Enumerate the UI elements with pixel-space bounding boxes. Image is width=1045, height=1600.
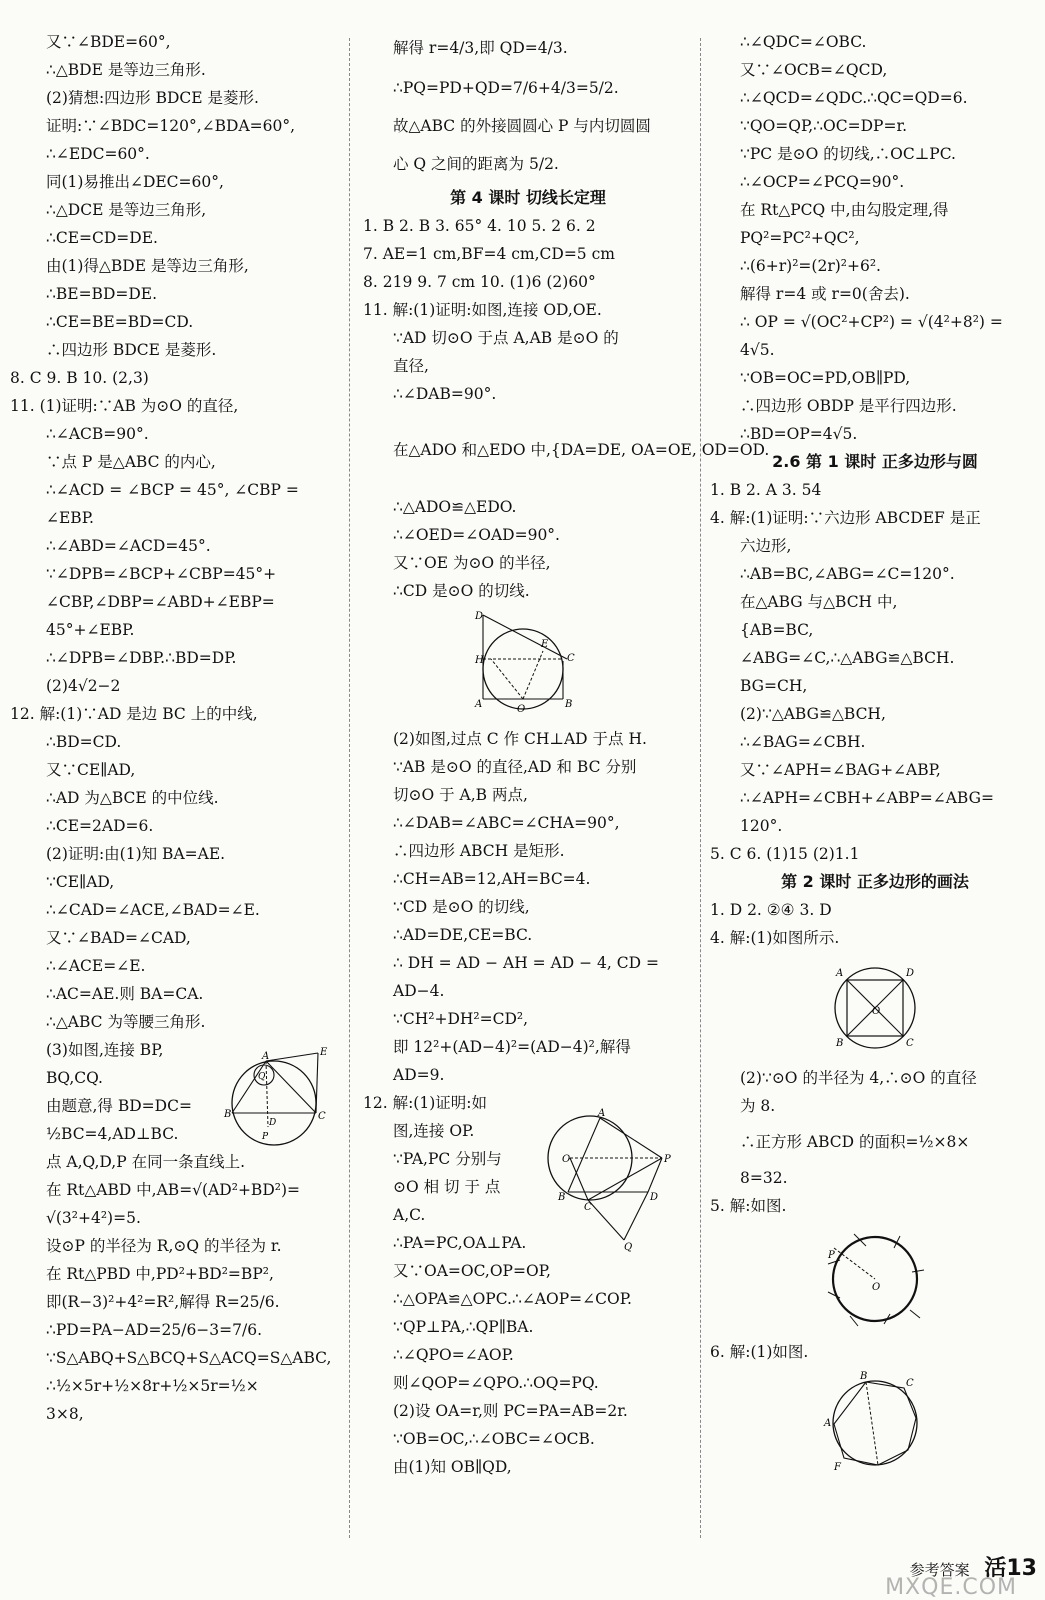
text-line: ∴∠ACD = ∠BCP = 45°, ∠CBP = <box>46 481 299 499</box>
text-line: 4. 解:(1)证明:∵六边形 ABCDEF 是正 <box>710 509 981 527</box>
geometry-figure-circle-construction <box>820 1224 930 1334</box>
text-line: ∠CBP,∠DBP=∠ABD+∠EBP= <box>46 593 275 611</box>
text-line: 又∵OA=OC,OP=OP, <box>393 1262 551 1280</box>
text-line: (3)如图,连接 BP, <box>46 1041 164 1059</box>
text-line: ∴AD 为△BCE 的中位线. <box>46 789 219 807</box>
text-line: (2)∵△ABG≌△BCH, <box>740 705 886 723</box>
text-line: ∴BE=BD=DE. <box>46 285 158 303</box>
svg-text:C: C <box>567 653 575 664</box>
text-line: 7. AE=1 cm,BF=4 cm,CD=5 cm <box>363 245 615 263</box>
text-line: 直径, <box>393 357 429 375</box>
text-line: 在 Rt△PBD 中,PD²+BD²=BP², <box>46 1265 274 1283</box>
text-line: 又∵∠OCB=∠QCD, <box>740 61 888 79</box>
text-line: ∴∠ABD=∠ACD=45°. <box>46 537 211 555</box>
text-line: 又∵CE∥AD, <box>46 761 136 779</box>
text-line: ∵S△ABQ+S△BCQ+S△ACQ=S△ABC, <box>46 1349 332 1367</box>
text-line: 证明:∵∠BDC=120°,∠BDA=60°, <box>46 117 296 135</box>
section-heading-drawing-polygons: 第 2 课时 正多边形的画法 <box>781 872 969 891</box>
svg-text:E: E <box>541 639 549 650</box>
text-line: ∴∠QCD=∠QDC.∴QC=QD=6. <box>740 89 968 107</box>
text-line: 8. 219 9. 7 cm 10. (1)6 (2)60° <box>363 273 596 291</box>
text-line: ∴PD=PA−AD=25/6−3=7/6. <box>46 1321 263 1339</box>
text-line: ∵PA,PC 分别与 <box>393 1150 502 1168</box>
text-line: ∴AB=BC,∠ABG=∠C=120°. <box>740 565 955 583</box>
text-line: ∴四边形 BDCE 是菱形. <box>46 341 217 359</box>
text-line: 又∵OE 为⊙O 的半径, <box>393 554 551 572</box>
text-line: 解得 r=4/3,即 QD=4/3. <box>393 39 568 57</box>
text-line: ∴AC=AE.则 BA=CA. <box>46 985 204 1003</box>
text-line: 由(1)得△BDE 是等边三角形, <box>46 257 249 275</box>
svg-text:O: O <box>517 704 526 715</box>
svg-text:P: P <box>828 1250 835 1261</box>
text-line: ∴BD=OP=4√5. <box>740 425 858 443</box>
text-line: 8=32. <box>740 1169 788 1187</box>
text-line: 11. 解:(1)证明:如图,连接 OD,OE. <box>363 301 602 319</box>
text-line: 4. 解:(1)如图所示. <box>710 929 840 947</box>
text-line: 由(1)知 OB∥QD, <box>393 1458 512 1476</box>
text-line: 设⊙P 的半径为 R,⊙Q 的半径为 r. <box>46 1237 282 1255</box>
text-line: ∴CE=CD=DE. <box>46 229 158 247</box>
text-line: AD=9. <box>393 1066 445 1084</box>
text-line: 1. D 2. ②④ 3. D <box>710 901 832 919</box>
text-line: ∴(6+r)²=(2r)²+6². <box>740 257 881 275</box>
text-line: (2)如图,过点 C 作 CH⊥AD 于点 H. <box>393 730 647 748</box>
text-line: {AB=BC, <box>740 621 814 639</box>
text-line: ∴四边形 ABCH 是矩形. <box>393 842 565 860</box>
svg-text:H: H <box>475 655 484 666</box>
text-line: (2)∵⊙O 的半径为 4,∴⊙O 的直径 <box>740 1069 977 1087</box>
svg-text:O: O <box>562 1154 571 1165</box>
svg-text:B: B <box>565 699 573 710</box>
text-line: 1. B 2. B 3. 65° 4. 10 5. 2 6. 2 <box>363 217 596 235</box>
text-line: 1. B 2. A 3. 54 <box>710 481 822 499</box>
section-heading-tangent-length: 第 4 课时 切线长定理 <box>450 188 606 207</box>
text-line: ∵AB 是⊙O 的直径,AD 和 BC 分别 <box>393 758 637 776</box>
text-line: (2)设 OA=r,则 PC=PA=AB=2r. <box>393 1402 628 1420</box>
text-line: 即 12²+(AD−4)²=(AD−4)²,解得 <box>393 1038 631 1056</box>
geometry-figure-tangent-circle <box>473 609 583 721</box>
text-line: (2)证明:由(1)知 BA=AE. <box>46 845 226 863</box>
geometry-figure-inscribed-square <box>820 958 930 1058</box>
text-line: ∠ABG=∠C,∴△ABG≌△BCH. <box>740 649 955 667</box>
text-line: ∴CD 是⊙O 的切线. <box>393 582 530 600</box>
svg-text:B: B <box>224 1109 232 1120</box>
text-line: √(3²+4²)=5. <box>46 1209 141 1227</box>
text-line: BQ,CQ. <box>46 1069 103 1087</box>
text-line: 45°+∠EBP. <box>46 621 135 639</box>
text-line: ∴∠DAB=90°. <box>393 385 497 403</box>
text-line: ∵CH²+DH²=CD², <box>393 1010 529 1028</box>
text-line: 则∠QOP=∠QPO.∴OQ=PQ. <box>393 1374 599 1392</box>
text-line: ∴PA=PC,OA⊥PA. <box>393 1234 527 1252</box>
text-line: ∴∠ACB=90°. <box>46 425 149 443</box>
text-line: 在△ADO 和△EDO 中,{DA=DE, OA=OE, OD=OD. <box>393 441 770 459</box>
answer-column-3 <box>710 28 1040 1478</box>
text-line: (2)4√2−2 <box>46 677 121 695</box>
text-line: ∴△DCE 是等边三角形, <box>46 201 207 219</box>
text-line: ∵QP⊥PA,∴QP∥BA. <box>393 1318 534 1336</box>
text-line: 六边形, <box>740 537 792 555</box>
svg-text:C: C <box>318 1111 326 1122</box>
column-divider-2 <box>700 38 701 1538</box>
svg-text:A: A <box>836 968 844 979</box>
text-line: ∵QO=QP,∴OC=DP=r. <box>740 117 908 135</box>
svg-text:D: D <box>269 1118 277 1128</box>
text-line: 又∵∠BDE=60°, <box>46 33 171 51</box>
text-line: 又∵∠APH=∠BAG+∠ABP, <box>740 761 941 779</box>
text-line: ∴CE=BE=BD=CD. <box>46 313 194 331</box>
text-line: ∴∠OED=∠OAD=90°. <box>393 526 560 544</box>
text-line: ∵AD 切⊙O 于点 A,AB 是⊙O 的 <box>393 329 619 347</box>
text-line: ∴正方形 ABCD 的面积=½×8× <box>740 1133 970 1151</box>
text-line: 为 8. <box>740 1097 776 1115</box>
svg-text:A: A <box>824 1418 832 1429</box>
text-line: 5. C 6. (1)15 (2)1.1 <box>710 845 860 863</box>
text-line: ∴∠EDC=60°. <box>46 145 150 163</box>
text-line: 在 Rt△ABD 中,AB=√(AD²+BD²)= <box>46 1181 300 1199</box>
text-line: ∴PQ=PD+QD=7/6+4/3=5/2. <box>393 79 619 97</box>
text-line: ∴∠OCP=∠PCQ=90°. <box>740 173 905 191</box>
text-line: ∵CD 是⊙O 的切线, <box>393 898 530 916</box>
text-line: ∴∠BAG=∠CBH. <box>740 733 866 751</box>
svg-text:E: E <box>320 1047 328 1058</box>
text-line: ∴AD=DE,CE=BC. <box>393 926 533 944</box>
text-line: ∴∠APH=∠CBH+∠ABP=∠ABG= <box>740 789 994 807</box>
text-line: 在 Rt△PCQ 中,由勾股定理,得 <box>740 201 949 219</box>
text-line: ∵PC 是⊙O 的切线,∴OC⊥PC. <box>740 145 956 163</box>
page-number: 活13 <box>984 1556 1037 1581</box>
text-line: ⊙O 相 切 于 点 <box>393 1178 501 1196</box>
text-line: 5. 解:如图. <box>710 1197 787 1215</box>
text-line: ∴CE=2AD=6. <box>46 817 154 835</box>
text-line: ½BC=4,AD⊥BC. <box>46 1125 179 1143</box>
svg-text:F: F <box>834 1462 841 1473</box>
svg-text:B: B <box>558 1192 566 1203</box>
text-line: ∵OB=OC,∴∠OBC=∠OCB. <box>393 1430 595 1448</box>
text-line: A,C. <box>393 1206 426 1224</box>
text-line: 12. 解:(1)证明:如 <box>363 1094 487 1112</box>
text-line: 8. C 9. B 10. (2,3) <box>10 369 149 387</box>
svg-text:P: P <box>664 1154 671 1165</box>
text-line: ∴∠QPO=∠AOP. <box>393 1346 514 1364</box>
text-line: 4√5. <box>740 341 775 359</box>
column-divider-1 <box>349 38 350 1538</box>
text-line: ∴ DH = AD − AH = AD − 4, CD = <box>393 954 659 972</box>
text-line: ∵CE∥AD, <box>46 873 115 891</box>
section-heading-regular-polygon: 2.6 第 1 课时 正多边形与圆 <box>772 452 978 471</box>
text-line: 即(R−3)²+4²=R²,解得 R=25/6. <box>46 1293 280 1311</box>
svg-text:Q: Q <box>258 1072 266 1082</box>
text-line: ∴∠ACE=∠E. <box>46 957 146 975</box>
svg-text:O: O <box>872 1282 881 1293</box>
answer-column-1 <box>10 28 340 1428</box>
svg-text:C: C <box>906 1378 914 1389</box>
text-line: 11. (1)证明:∵AB 为⊙O 的直径, <box>10 397 239 415</box>
text-line: 又∵∠BAD=∠CAD, <box>46 929 191 947</box>
text-line: ∴四边形 OBDP 是平行四边形. <box>740 397 957 415</box>
svg-text:B: B <box>836 1038 844 1049</box>
footer-label: 参考答案 <box>909 1561 970 1579</box>
text-line: ∴∠QDC=∠OBC. <box>740 33 867 51</box>
text-line: ∴∠DPB=∠DBP.∴BD=DP. <box>46 649 237 667</box>
geometry-figure-incircle <box>222 1045 340 1145</box>
text-line: ∴△OPA≌△OPC.∴∠AOP=∠COP. <box>393 1290 632 1308</box>
text-line: 解得 r=4 或 r=0(舍去). <box>740 285 910 303</box>
text-line: 图,连接 OP. <box>393 1122 475 1140</box>
text-line: ∴∠DAB=∠ABC=∠CHA=90°, <box>393 814 620 832</box>
svg-text:C: C <box>906 1038 914 1049</box>
text-line: BG=CH, <box>740 677 808 695</box>
text-line: PQ²=PC²+QC², <box>740 229 860 247</box>
text-line: ∵∠DPB=∠BCP+∠CBP=45°+ <box>46 565 277 583</box>
svg-text:Q: Q <box>624 1242 633 1253</box>
text-line: ∵OB=OC=PD,OB∥PD, <box>740 369 911 387</box>
geometry-figure-tangents-from-p <box>540 1108 690 1253</box>
text-line: 在△ABG 与△BCH 中, <box>740 593 898 611</box>
svg-text:A: A <box>475 699 483 710</box>
svg-text:B: B <box>860 1371 868 1382</box>
text-line: (2)猜想:四边形 BDCE 是菱形. <box>46 89 259 107</box>
svg-text:D: D <box>475 611 484 622</box>
svg-text:A: A <box>262 1051 270 1062</box>
text-line: 切⊙O 于 A,B 两点, <box>393 786 528 804</box>
text-line: AD−4. <box>393 982 445 1000</box>
text-line: ∴∠CAD=∠ACE,∠BAD=∠E. <box>46 901 260 919</box>
text-line: ∴½×5r+½×8r+½×5r=½× <box>46 1377 259 1395</box>
text-line: ∴△ABC 为等腰三角形. <box>46 1013 206 1031</box>
svg-text:O: O <box>872 1006 881 1017</box>
text-line: 点 A,Q,D,P 在同一条直线上. <box>46 1153 245 1171</box>
text-line: 3×8, <box>46 1405 84 1423</box>
text-line: ∴BD=CD. <box>46 733 122 751</box>
svg-text:D: D <box>650 1192 659 1203</box>
text-line: 6. 解:(1)如图. <box>710 1343 809 1361</box>
text-line: 120°. <box>740 817 783 835</box>
svg-text:A: A <box>598 1108 606 1119</box>
text-line: 由题意,得 BD=DC= <box>46 1097 192 1115</box>
geometry-figure-inscribed-polygon <box>820 1368 930 1478</box>
svg-text:D: D <box>906 968 915 979</box>
text-line: ∠EBP. <box>46 509 94 527</box>
text-line: 心 Q 之间的距离为 5/2. <box>393 155 559 173</box>
text-line: ∵点 P 是△ABC 的内心, <box>46 453 216 471</box>
svg-text:P: P <box>262 1132 269 1142</box>
text-line: 同(1)易推出∠DEC=60°, <box>46 173 224 191</box>
text-line: 故△ABC 的外接圆圆心 P 与内切圆圆 <box>393 117 651 135</box>
text-line: 12. 解:(1)∵AD 是边 BC 上的中线, <box>10 705 258 723</box>
text-line: ∴△BDE 是等边三角形. <box>46 61 206 79</box>
svg-text:C: C <box>584 1202 592 1213</box>
text-line: ∴△ADO≌△EDO. <box>393 498 517 516</box>
watermark: MXQE.COM <box>885 1575 1017 1600</box>
text-line: ∴CH=AB=12,AH=BC=4. <box>393 870 591 888</box>
text-line: ∴ OP = √(OC²+CP²) = √(4²+8²) = <box>740 313 1003 331</box>
